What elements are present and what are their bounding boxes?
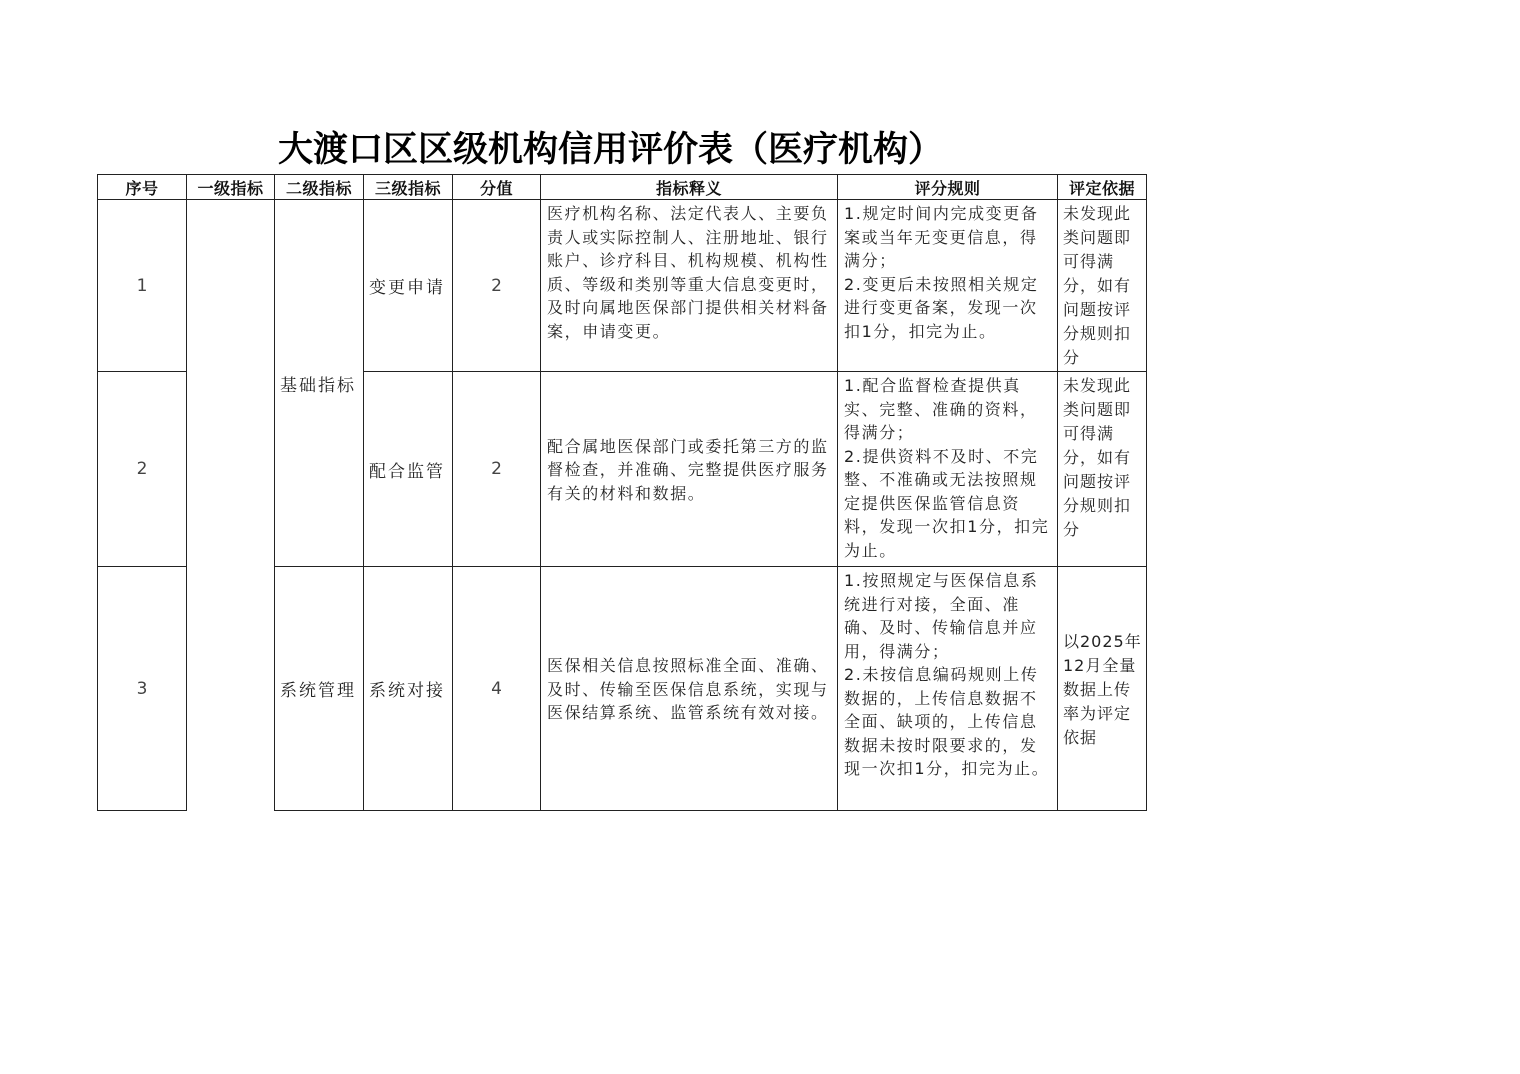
header-definition: 指标释义 (541, 175, 838, 200)
row-rules: 1.按照规定与医保信息系统进行对接，全面、准确、及时、传输信息并应用，得满分； 2.未按信息编码规则上传数据的，上传信息数据不全面、缺项的，上传信息数据未按时限要求的，发现一次扣1分，扣完为止。 (838, 567, 1058, 811)
level2-basic: 基础指标 (275, 200, 364, 567)
header-basis: 评定依据 (1058, 175, 1147, 200)
row-definition: 配合属地医保部门或委托第三方的监督检查，并准确、完整提供医疗服务有关的材料和数据。 (541, 372, 838, 567)
row-basis: 未发现此类问题即可得满分，如有问题按评分规则扣分 (1058, 372, 1147, 567)
header-score: 分值 (453, 175, 541, 200)
row-seq: 3 (98, 567, 187, 811)
row-seq: 2 (98, 372, 187, 567)
header-level2: 二级指标 (275, 175, 364, 200)
row-level3: 配合监管 (364, 372, 453, 567)
table-row (98, 200, 1147, 372)
page-title: 大渡口区区级机构信用评价表（医疗机构） (278, 129, 944, 170)
row-rules: 1.规定时间内完成变更备案或当年无变更信息，得满分； 2.变更后未按照相关规定进行变更备案，发现一次扣1分，扣完为止。 (838, 200, 1058, 372)
level2-system: 系统管理 (275, 567, 364, 811)
row-score: 2 (453, 200, 541, 372)
row-definition: 医保相关信息按照标准全面、准确、及时、传输至医保信息系统，实现与医保结算系统、监管系统有效对接。 (541, 567, 838, 811)
header-level1: 一级指标 (187, 175, 275, 200)
level1-cell (187, 200, 275, 811)
row-definition: 医疗机构名称、法定代表人、主要负责人或实际控制人、注册地址、银行账户、诊疗科目、机构规模、机构性质、等级和类别等重大信息变更时，及时向属地医保部门提供相关材料备案，申请变更。 (541, 200, 838, 372)
row-basis: 未发现此类问题即可得满分，如有问题按评分规则扣分 (1058, 200, 1147, 372)
table-header-row (98, 175, 1147, 200)
row-basis: 以2025年12月全量数据上传率为评定依据 (1058, 567, 1147, 811)
row-level3: 系统对接 (364, 567, 453, 811)
header-level3: 三级指标 (364, 175, 453, 200)
row-score: 4 (453, 567, 541, 811)
row-seq: 1 (98, 200, 187, 372)
header-seq: 序号 (98, 175, 187, 200)
header-rules: 评分规则 (838, 175, 1058, 200)
row-rules: 1.配合监督检查提供真实、完整、准确的资料，得满分； 2.提供资料不及时、不完整、不准确或无法按照规定提供医保监管信息资料，发现一次扣1分，扣完为止。 (838, 372, 1058, 567)
credit-evaluation-table (97, 174, 1147, 811)
row-level3: 变更申请 (364, 200, 453, 372)
row-score: 2 (453, 372, 541, 567)
